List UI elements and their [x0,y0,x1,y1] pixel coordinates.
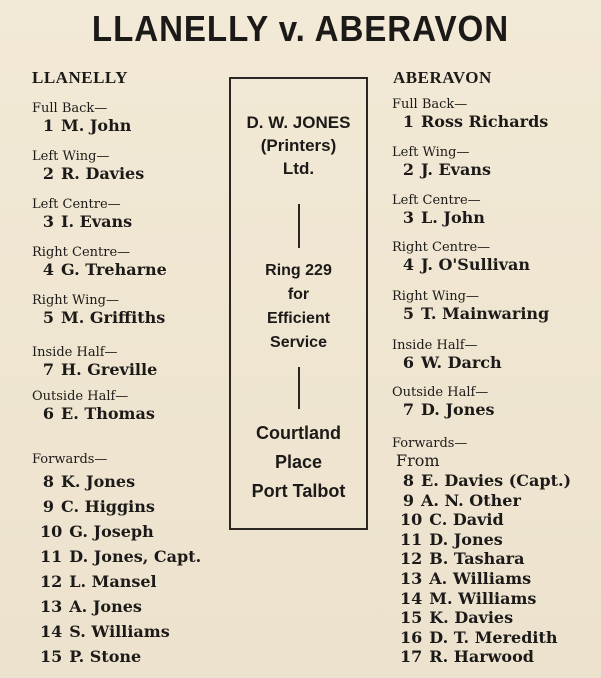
player-line [32,544,222,569]
advert-company [231,111,366,180]
llanelly-heading: LLANELLY [32,68,128,87]
position-label: Left Centre— [392,193,481,208]
player-name: B. Tashara [429,549,525,569]
player-number: 11 [400,529,423,549]
aberavon-forwards [392,436,597,667]
divider-line [298,204,300,248]
player-line [392,208,597,227]
player-number: 4 [42,260,54,279]
player-name: K. Jones [61,472,136,491]
player-line [32,619,222,644]
advert-company-line: Ltd. [282,159,315,178]
advert-address-line: Place [274,452,323,472]
player-name: D. Jones, Capt. [69,547,202,566]
player-name: R. Harwood [429,647,534,667]
player-name: D. T. Meredith [429,627,558,647]
player-entry [32,101,222,149]
position-label: Outside Half— [32,389,129,404]
player-number: 12 [400,549,423,569]
player-name: I. Evans [61,212,133,231]
player-name: J. O'Sullivan [421,255,531,274]
advert-address-line: Port Talbot [251,481,346,501]
player-line [392,160,597,179]
player-name: W. Darch [421,353,502,372]
advert-company-line: (Printers) [260,136,337,155]
player-number: 8 [42,472,54,491]
player-entry [392,193,597,240]
player-number: 3 [42,212,54,231]
player-line [392,304,597,323]
player-number: 1 [402,112,414,131]
player-entry [392,97,597,145]
player-number: 7 [402,400,414,419]
player-entry [32,389,222,445]
player-line [32,644,222,669]
player-line [32,494,222,519]
player-line [392,647,597,667]
player-name: T. Mainwaring [421,304,550,323]
player-number: 2 [42,164,54,183]
player-name: A. Jones [69,597,142,616]
player-name: A. Williams [429,568,532,588]
player-entry [32,149,222,197]
player-name: E. Davies (Capt.) [421,471,572,490]
player-name: K. Davies [429,608,514,628]
player-entry [32,345,222,389]
aberavon-heading: ABERAVON [393,68,492,87]
player-line [32,469,222,494]
player-number: 8 [402,471,414,490]
llanelly-backs [32,101,222,445]
position-label: Right Wing— [392,289,479,304]
player-number: 6 [402,353,414,372]
player-name: M. John [61,116,132,135]
player-number: 9 [42,497,54,516]
player-line [32,260,222,279]
advert-ring-line: Ring 229 [265,262,332,279]
player-number: 5 [402,304,414,323]
player-line [392,353,597,372]
player-line [392,569,597,589]
player-line [392,549,597,569]
player-line [32,519,222,544]
player-number: 14 [40,622,63,641]
player-number: 5 [42,308,54,327]
position-label: Left Wing— [392,145,470,160]
player-name: R. Davies [61,164,145,183]
player-number: 15 [40,647,63,666]
player-entry [32,197,222,245]
player-entry [32,293,222,345]
position-label: Left Centre— [32,197,121,212]
player-number: 13 [40,597,63,616]
player-number: 4 [402,255,414,274]
player-number: 3 [402,208,414,227]
advert-address [231,419,366,506]
position-label: Full Back— [32,101,108,116]
forwards-label: Forwards— [32,452,108,467]
player-line [392,471,597,491]
player-line [32,116,222,135]
player-name: J. Evans [421,160,491,179]
player-line [392,112,597,131]
player-name: C. David [429,510,504,530]
player-line [32,594,222,619]
advert-ring-line: Service [270,334,327,351]
player-line [392,510,597,530]
player-number: 13 [400,568,423,588]
position-label: Inside Half— [32,345,118,360]
player-name: M. Griffiths [61,308,166,327]
position-label: Right Wing— [32,293,119,308]
from-label: From [396,451,440,470]
player-number: 16 [400,627,423,647]
aberavon-backs [392,97,597,433]
player-entry [392,338,597,385]
position-label: Inside Half— [392,338,478,353]
player-name: E. Thomas [61,404,155,423]
player-line [32,164,222,183]
player-name: G. Joseph [69,522,154,541]
player-name: S. Williams [69,622,170,641]
player-number: 14 [400,588,423,608]
player-number: 17 [400,647,423,667]
llanelly-forwards [32,452,222,669]
player-number: 1 [42,116,54,135]
player-line [392,589,597,609]
forwards-label: Forwards— [392,436,468,451]
advert-ring-line: Efficient [266,310,331,327]
player-number: 6 [42,404,54,423]
player-line [392,491,597,511]
player-line [392,400,597,419]
player-number: 15 [400,608,423,628]
player-number: 12 [40,572,63,591]
player-name: M. Williams [429,588,537,608]
position-label: Left Wing— [32,149,110,164]
player-line [32,360,222,379]
player-line [392,608,597,628]
advert-company-line: D. W. JONES [246,113,351,132]
position-label: Outside Half— [392,385,489,400]
player-number: 9 [402,490,414,510]
player-name: D. Jones [421,400,495,419]
advert-ring-line: for [287,286,310,303]
player-line [32,569,222,594]
player-line [392,530,597,550]
player-name: C. Higgins [61,497,155,516]
player-entry [392,145,597,193]
player-name: Ross Richards [421,112,549,131]
player-entry [392,385,597,433]
advert-ring [231,259,366,355]
player-number: 7 [42,360,54,379]
player-entry [32,245,222,293]
divider-line [298,367,300,409]
player-number: 11 [40,547,63,566]
player-name: A. N. Other [421,490,521,510]
match-title: LLANELLY v. ABERAVON [91,8,510,49]
advert-address-line: Courtland [256,423,341,443]
position-label: Right Centre— [392,240,491,255]
player-name: D. Jones [429,529,503,549]
position-label: Full Back— [392,97,468,112]
player-line [32,212,222,231]
player-line [32,308,222,327]
player-entry [392,289,597,338]
player-number: 10 [400,510,423,530]
player-line [392,255,597,274]
player-number: 10 [40,522,63,541]
player-line [392,628,597,648]
player-entry [392,240,597,289]
printer-advert-box [229,77,368,530]
player-number: 2 [402,160,414,179]
player-name: G. Treharne [61,260,167,279]
player-line [32,404,222,423]
player-name: L. Mansel [69,572,157,591]
position-label: Right Centre— [32,245,131,260]
player-name: L. John [421,208,485,227]
player-name: P. Stone [69,647,142,666]
player-name: H. Greville [61,360,158,379]
